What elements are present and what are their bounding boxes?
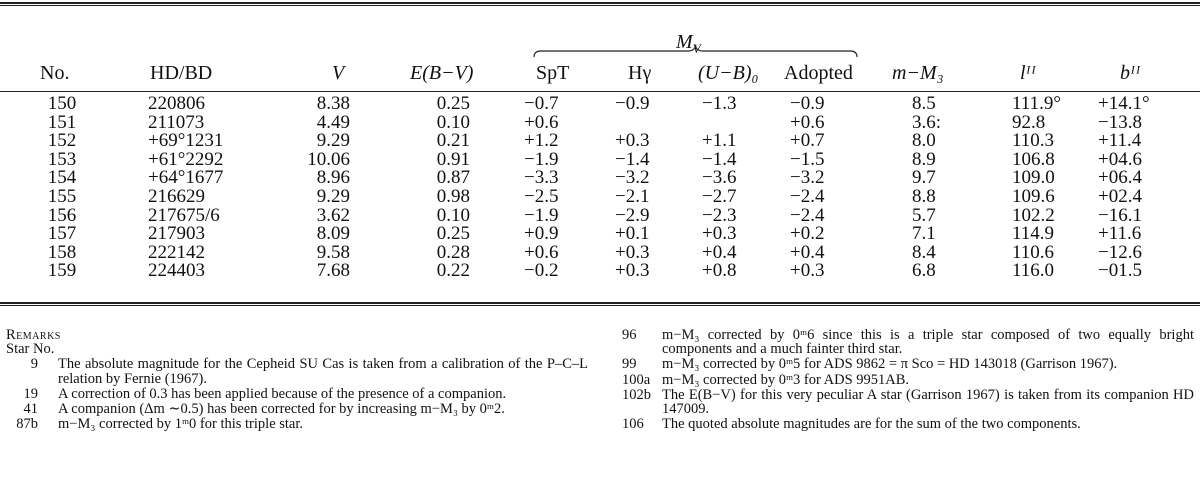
- cell-b: +14.1°: [1098, 93, 1150, 114]
- cell-hd: 222142: [148, 241, 205, 263]
- cell-ub: +0.8: [702, 260, 737, 282]
- cell-no: 150: [47, 93, 77, 114]
- table-row: [0, 224, 1200, 243]
- cell-l: 92.8: [1012, 111, 1046, 133]
- header-adopted: Adopted: [784, 62, 853, 84]
- remarks-right: [622, 328, 1194, 432]
- mv-group-label: $M_V$: [676, 31, 701, 56]
- header-hdbd: HD/BD: [150, 62, 213, 84]
- header-v: V: [332, 62, 345, 84]
- remark-star-number: 100a: [622, 371, 651, 388]
- cell-ub: −2.3: [702, 204, 737, 226]
- remark-item: [6, 357, 588, 385]
- cell-ub: +0.4: [702, 241, 737, 263]
- cell-spt: +0.9: [524, 223, 559, 245]
- cell-hd: 224403: [148, 260, 205, 282]
- cell-ad: +0.7: [790, 130, 825, 152]
- table-row: [0, 168, 1200, 187]
- cell-mm: 5.7: [912, 204, 936, 226]
- remark-text: The E(B−V) for this very peculiar A star (Garrison 1967) is taken from its companion HD 147009.: [662, 386, 1194, 418]
- cell-ub: +0.3: [702, 223, 737, 245]
- cell-b: +11.6: [1098, 223, 1142, 245]
- cell-v: 8.38: [316, 93, 350, 114]
- remark-item: [622, 417, 1194, 431]
- remark-item: [6, 387, 588, 401]
- remark-text: m−M₃ corrected by 0ᵐ5 for ADS 9862 = π Sco = HD 143018 (Garrison 1967).: [662, 356, 1118, 373]
- cell-no: 152: [47, 130, 77, 152]
- cell-b: −16.1: [1098, 204, 1142, 226]
- cell-no: 155: [47, 185, 77, 207]
- cell-spt: −0.2: [524, 260, 559, 282]
- cell-spt: −1.9: [524, 148, 559, 170]
- cell-l: 102.2: [1012, 204, 1055, 226]
- cell-no: 153: [47, 148, 77, 170]
- remark-text: m−M₃ corrected by 0ᵐ6 since this is a triple star composed of two equally bright components and a much fainter third star.: [662, 327, 1194, 358]
- cell-b: −01.5: [1098, 260, 1142, 282]
- cell-no: 159: [47, 260, 77, 282]
- cell-mm: 3.6:: [912, 111, 942, 133]
- cell-ebv: 0.10: [436, 111, 470, 133]
- cell-spt: −2.5: [524, 185, 559, 207]
- cell-hd: 216629: [148, 185, 205, 207]
- bottom-rule-2: [0, 305, 1200, 306]
- top-rule: [0, 2, 1200, 4]
- remark-item: [622, 357, 1194, 371]
- remarks-left: [6, 328, 588, 432]
- cell-l: 111.9°: [1012, 93, 1061, 114]
- cell-ub: −1.4: [702, 148, 737, 170]
- table-row: [0, 150, 1200, 169]
- cell-mm: 8.9: [912, 148, 936, 170]
- table-row: [0, 131, 1200, 150]
- cell-spt: −3.3: [524, 167, 559, 189]
- cell-b: −12.6: [1098, 241, 1142, 263]
- cell-ub: −3.6: [702, 167, 737, 189]
- header-rule: [0, 91, 1200, 92]
- remark-star-number: 106: [622, 416, 644, 433]
- cell-hd: +64°1677: [148, 167, 224, 189]
- remark-item: [6, 402, 588, 416]
- cell-ub: −1.3: [702, 93, 737, 114]
- cell-l: 109.6: [1012, 185, 1055, 207]
- table-row: [0, 113, 1200, 132]
- cell-spt: −0.7: [524, 93, 559, 114]
- cell-v: 3.62: [316, 204, 350, 226]
- remarks-heading: Remarks: [6, 327, 61, 343]
- cell-hg: −1.4: [615, 148, 650, 170]
- cell-b: +06.4: [1098, 167, 1142, 189]
- cell-v: 7.68: [316, 260, 350, 282]
- cell-hg: −2.9: [615, 204, 650, 226]
- remark-star-number: 41: [23, 401, 38, 418]
- header-spt: SpT: [536, 62, 570, 84]
- cell-mm: 8.0: [912, 130, 936, 152]
- header-ebv: E(B−V): [410, 62, 474, 84]
- header-ub: (U−B)₀: [698, 62, 759, 84]
- cell-ad: +0.6: [790, 111, 825, 133]
- remark-item: [622, 373, 1194, 387]
- cell-ebv: 0.98: [436, 185, 470, 207]
- cell-hg: +0.3: [615, 260, 650, 282]
- table-row: [0, 261, 1200, 280]
- cell-hd: 220806: [148, 93, 205, 114]
- cell-mm: 8.8: [912, 185, 936, 207]
- header-mm: m−M₃: [892, 62, 944, 84]
- remark-star-number: 9: [30, 356, 38, 373]
- cell-ebv: 0.28: [436, 241, 470, 263]
- cell-v: 9.29: [316, 130, 350, 152]
- cell-ebv: 0.87: [436, 167, 470, 189]
- cell-ad: −3.2: [790, 167, 825, 189]
- cell-ub: +1.1: [702, 130, 737, 152]
- cell-mm: 8.5: [912, 93, 936, 114]
- cell-spt: +0.6: [524, 241, 559, 263]
- cell-hd: +69°1231: [148, 130, 224, 152]
- cell-l: 116.0: [1012, 260, 1055, 282]
- remark-text: A companion (Δm ∼0.5) has been corrected for by increasing m−M₃ by 0ᵐ2.: [58, 401, 505, 418]
- cell-hg: +0.3: [615, 130, 650, 152]
- cell-b: +04.6: [1098, 148, 1142, 170]
- cell-l: 110.3: [1012, 130, 1055, 152]
- cell-ad: −0.9: [790, 93, 825, 114]
- cell-hg: −3.2: [615, 167, 650, 189]
- cell-mm: 8.4: [912, 241, 936, 263]
- header-hgamma: Hγ: [628, 62, 652, 84]
- cell-mm: 7.1: [912, 223, 936, 245]
- bottom-rule: [0, 302, 1200, 304]
- cell-ub: −2.7: [702, 185, 737, 207]
- cell-v: 8.96: [316, 167, 350, 189]
- cell-hd: 217675/6: [148, 204, 220, 226]
- table-body: [0, 94, 1200, 280]
- cell-no: 158: [47, 241, 77, 263]
- table-row: [0, 94, 1200, 113]
- header-b: bᴵᴵ: [1120, 62, 1141, 84]
- cell-l: 110.6: [1012, 241, 1055, 263]
- mv-brace: [533, 44, 858, 58]
- table-row: [0, 206, 1200, 225]
- remark-text: The absolute magnitude for the Cepheid SU Cas is taken from a calibration of the P–C–L relation by Fernie (1967).: [58, 356, 588, 387]
- cell-hd: 211073: [148, 111, 205, 133]
- remark-item: [622, 328, 1194, 356]
- cell-b: +02.4: [1098, 185, 1142, 207]
- cell-v: 9.29: [316, 185, 350, 207]
- remark-text: m−M₃ corrected by 1ᵐ0 for this triple star.: [58, 416, 304, 433]
- table-row: [0, 187, 1200, 206]
- cell-ad: +0.2: [790, 223, 825, 245]
- cell-l: 106.8: [1012, 148, 1055, 170]
- cell-ebv: 0.91: [436, 148, 470, 170]
- cell-no: 156: [47, 204, 77, 226]
- cell-ebv: 0.21: [436, 130, 470, 152]
- remark-star-number: 19: [23, 385, 38, 402]
- cell-b: −13.8: [1098, 111, 1142, 133]
- cell-ad: +0.4: [790, 241, 825, 263]
- cell-v: 4.49: [316, 111, 350, 133]
- cell-no: 154: [47, 167, 77, 189]
- remark-star-number: 96: [622, 327, 637, 343]
- header-no: No.: [40, 62, 70, 84]
- cell-mm: 6.8: [912, 260, 936, 282]
- cell-ad: −2.4: [790, 185, 825, 207]
- remark-item: [6, 417, 588, 431]
- remark-star-number: 102b: [622, 386, 651, 403]
- cell-ebv: 0.25: [436, 93, 470, 114]
- cell-hg: +0.1: [615, 223, 650, 245]
- cell-ad: −1.5: [790, 148, 825, 170]
- cell-spt: +0.6: [524, 111, 559, 133]
- cell-hg: +0.3: [615, 241, 650, 263]
- table-row: [0, 243, 1200, 262]
- cell-spt: −1.9: [524, 204, 559, 226]
- remark-item: [622, 388, 1194, 416]
- top-rule-2: [0, 5, 1200, 6]
- remark-star-number: 87b: [16, 416, 38, 433]
- cell-hg: −0.9: [615, 93, 650, 114]
- cell-hg: −2.1: [615, 185, 650, 207]
- cell-mm: 9.7: [912, 167, 936, 189]
- remarks-subheading: Star No.: [6, 341, 55, 358]
- cell-hd: 217903: [148, 223, 205, 245]
- cell-ad: −2.4: [790, 204, 825, 226]
- cell-ebv: 0.22: [436, 260, 470, 282]
- remark-star-number: 99: [622, 356, 637, 373]
- cell-v: 9.58: [316, 241, 350, 263]
- cell-l: 114.9: [1012, 223, 1055, 245]
- cell-ad: +0.3: [790, 260, 825, 282]
- remark-text: The quoted absolute magnitudes are for the sum of the two components.: [662, 416, 1081, 433]
- remark-text: m−M₃ corrected by 0ᵐ3 for ADS 9951AB.: [662, 371, 910, 388]
- cell-v: 10.06: [307, 148, 350, 170]
- cell-b: +11.4: [1098, 130, 1142, 152]
- cell-no: 157: [47, 223, 77, 245]
- remark-text: A correction of 0.3 has been applied because of the presence of a companion.: [58, 385, 507, 402]
- cell-ebv: 0.10: [436, 204, 470, 226]
- cell-hd: +61°2292: [148, 148, 224, 170]
- cell-ebv: 0.25: [436, 223, 470, 245]
- cell-no: 151: [47, 111, 77, 133]
- cell-spt: +1.2: [524, 130, 559, 152]
- cell-l: 109.0: [1012, 167, 1055, 189]
- header-l: lᴵᴵ: [1020, 62, 1037, 84]
- cell-v: 8.09: [316, 223, 350, 245]
